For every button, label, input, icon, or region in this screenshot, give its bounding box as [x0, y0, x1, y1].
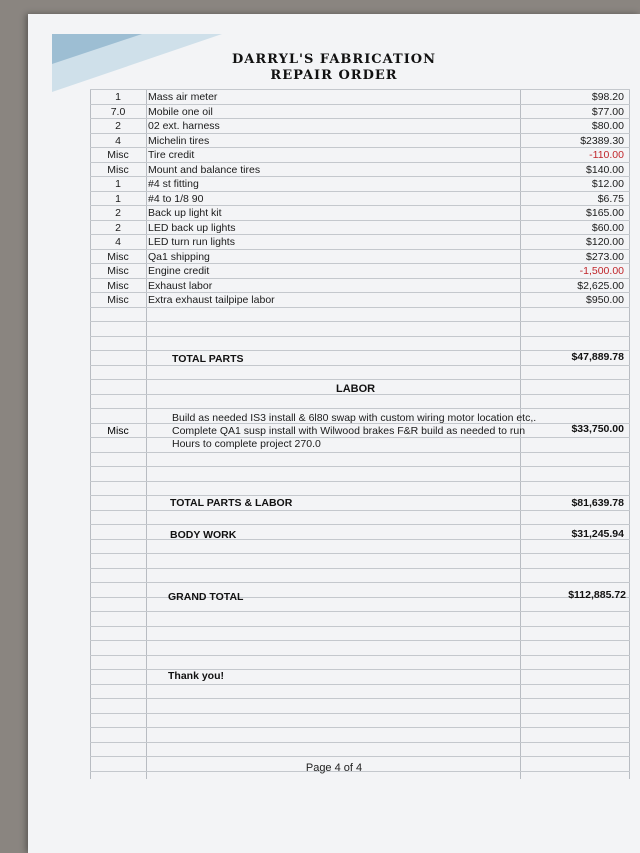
- page-number: Page 4 of 4: [305, 762, 363, 774]
- item-description: LED turn run lights: [148, 236, 235, 248]
- item-qty: 1: [115, 178, 121, 190]
- rule-line: [90, 611, 630, 612]
- labor-qty: Misc: [107, 425, 129, 437]
- rule-line: [90, 727, 630, 728]
- item-qty: Misc: [107, 294, 129, 306]
- item-amount: $6.75: [597, 192, 624, 205]
- company-name: DARRYL'S FABRICATION: [232, 52, 436, 67]
- item-qty: Misc: [107, 163, 129, 176]
- line-item-row: [90, 164, 630, 179]
- line-item-row: [90, 265, 630, 280]
- item-amount: $120.00: [586, 236, 624, 248]
- item-amount: $2,625.00: [577, 279, 624, 292]
- item-description: Tire credit: [148, 149, 195, 161]
- item-description: Qa1 shipping: [148, 250, 210, 263]
- item-amount: $140.00: [586, 163, 624, 176]
- rule-line: [90, 742, 630, 743]
- item-qty: 4: [115, 134, 121, 147]
- labor-amount: $33,750.00: [571, 423, 624, 435]
- item-qty: Misc: [107, 265, 129, 277]
- item-qty: 1: [115, 192, 121, 205]
- line-item-row: [90, 149, 630, 164]
- rule-line: [90, 495, 630, 496]
- order-table: [90, 89, 630, 779]
- labor-line: Build as needed IS3 install & 6l80 swap with custom wiring motor location etc,.: [172, 412, 537, 424]
- line-item-row: [90, 294, 630, 309]
- line-item-row: [90, 135, 630, 150]
- item-description: Engine credit: [148, 265, 210, 277]
- item-description: 02 ext. harness: [148, 120, 220, 132]
- rule-line: [90, 481, 630, 482]
- line-item-row: [90, 236, 630, 251]
- rule-line: [90, 684, 630, 685]
- rule-line: [90, 321, 630, 322]
- total-parts-amount: $47,889.78: [571, 351, 624, 363]
- line-item-row: [90, 106, 630, 121]
- item-description: Mobile one oil: [148, 105, 213, 118]
- line-item-row: [90, 178, 630, 193]
- item-amount: -1,500.00: [579, 265, 624, 277]
- item-amount: $2389.30: [580, 134, 624, 147]
- item-qty: 2: [115, 120, 121, 132]
- item-amount: $950.00: [586, 294, 624, 306]
- labor-line: Complete QA1 susp install with Wilwood brakes F&R build as needed to run: [172, 425, 526, 437]
- item-amount: $273.00: [586, 250, 624, 263]
- rule-line: [90, 336, 630, 337]
- item-qty: 2: [115, 221, 121, 234]
- item-qty: 4: [115, 236, 121, 248]
- line-item-row: [90, 193, 630, 208]
- item-qty: 2: [115, 207, 121, 219]
- item-description: Exhaust labor: [148, 279, 213, 292]
- rule-line: [90, 89, 630, 90]
- line-item-row: [90, 91, 630, 106]
- thank-you-note: Thank you!: [168, 670, 225, 682]
- line-item-row: [90, 280, 630, 295]
- item-qty: Misc: [107, 250, 129, 263]
- grand-total-amount: $112,885.72: [568, 589, 626, 601]
- rule-line: [90, 640, 630, 641]
- rule-line: [90, 713, 630, 714]
- rule-line: [90, 568, 630, 569]
- item-description: Back up light kit: [148, 207, 222, 219]
- line-item-row: [90, 222, 630, 237]
- repair-order-sheet: [28, 14, 640, 853]
- item-amount: $60.00: [591, 221, 624, 234]
- grand-total-label: GRAND TOTAL: [168, 591, 244, 603]
- line-item-row: [90, 120, 630, 135]
- item-amount: $77.00: [591, 105, 624, 118]
- rule-line: [90, 408, 630, 409]
- rule-line: [90, 655, 630, 656]
- total-parts-label: TOTAL PARTS: [172, 353, 244, 365]
- labor-description: [172, 412, 552, 451]
- item-qty: 7.0: [110, 105, 126, 118]
- item-qty: Misc: [107, 149, 129, 161]
- item-amount: -110.00: [589, 149, 624, 161]
- rule-line: [90, 756, 630, 757]
- item-amount: $80.00: [591, 120, 624, 132]
- labor-line: Hours to complete project 270.0: [172, 438, 321, 450]
- rule-line: [90, 510, 630, 511]
- document-title: REPAIR ORDER: [270, 68, 398, 83]
- rule-line: [90, 553, 630, 554]
- body-work-label: BODY WORK: [170, 529, 237, 541]
- rule-line: [90, 379, 630, 380]
- body-work-amount: $31,245.94: [571, 528, 624, 540]
- rule-line: [90, 582, 630, 583]
- item-qty: 1: [115, 91, 121, 103]
- rule-line: [90, 350, 630, 351]
- item-amount: $98.20: [591, 91, 624, 103]
- total-parts-labor-amount: $81,639.78: [571, 497, 624, 509]
- total-parts-labor-label: TOTAL PARTS & LABOR: [170, 497, 293, 509]
- rule-line: [90, 466, 630, 467]
- rule-line: [90, 626, 630, 627]
- rule-line: [90, 452, 630, 453]
- item-description: #4 st fitting: [148, 178, 199, 190]
- item-description: Extra exhaust tailpipe labor: [148, 294, 275, 306]
- item-description: Michelin tires: [148, 134, 210, 147]
- line-item-row: [90, 207, 630, 222]
- item-description: Mount and balance tires: [148, 163, 261, 176]
- item-description: Mass air meter: [148, 91, 218, 103]
- rule-line: [90, 698, 630, 699]
- rule-line: [90, 365, 630, 366]
- item-description: LED back up lights: [148, 221, 236, 234]
- item-amount: $165.00: [586, 207, 624, 219]
- item-qty: Misc: [107, 279, 129, 292]
- labor-heading: LABOR: [336, 383, 376, 395]
- item-description: #4 to 1/8 90: [148, 192, 204, 205]
- line-item-row: [90, 251, 630, 266]
- item-amount: $12.00: [591, 178, 624, 190]
- rule-line: [90, 524, 630, 525]
